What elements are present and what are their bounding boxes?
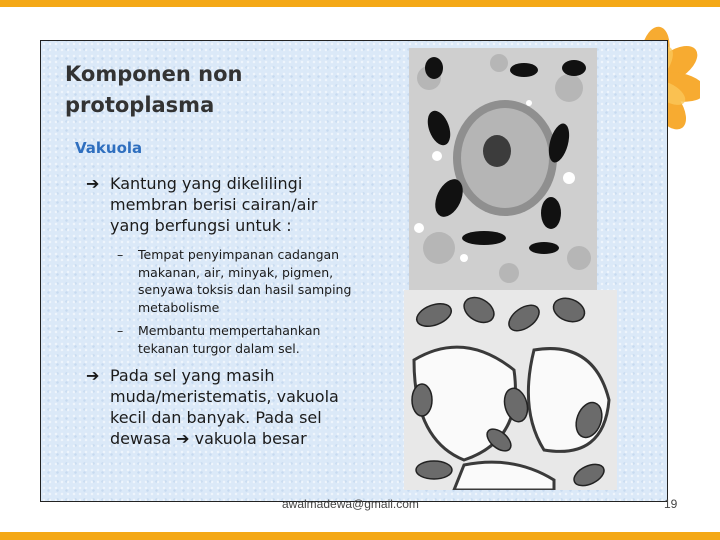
bullet-text: Kantung yang dikelilingi membran berisi cairan/air yang berfungsi untuk : [110,174,318,235]
page-number: 19 [664,497,678,511]
arrow-right-icon: ➔ [86,174,100,193]
sub-bullet-text: Membantu mempertahankan tekanan turgor dalam sel. [138,323,321,356]
bottom-accent-bar [0,532,720,540]
sub-bullet-text: Tempat penyimpanan cadangan makanan, air, minyak, pigmen, senyawa toksis dan hasil samping metabolisme [138,247,352,315]
micrograph-meristem-cell [409,48,597,290]
micrograph-mature-cells [404,290,617,490]
sub-bullet-turgor [117,322,367,357]
bullet-vacuole-size [86,365,356,449]
bullet-text: Pada sel yang masih muda/meristematis, vakuola kecil dan banyak. Pada sel dewasa ➔ vakuola besar [110,366,339,448]
footer-email: awalmadewa@gmail.com [282,497,419,511]
slide-title: Komponen non protoplasma [65,62,243,117]
slide-subtitle: Vakuola [75,139,143,157]
top-accent-bar [0,0,720,7]
bullet-vacuole-definition [86,173,346,236]
dash-marker: – [117,247,124,262]
sub-bullet-storage [117,246,367,316]
arrow-right-icon: ➔ [86,366,100,385]
slide-panel [40,40,668,502]
dash-marker: – [117,323,124,338]
